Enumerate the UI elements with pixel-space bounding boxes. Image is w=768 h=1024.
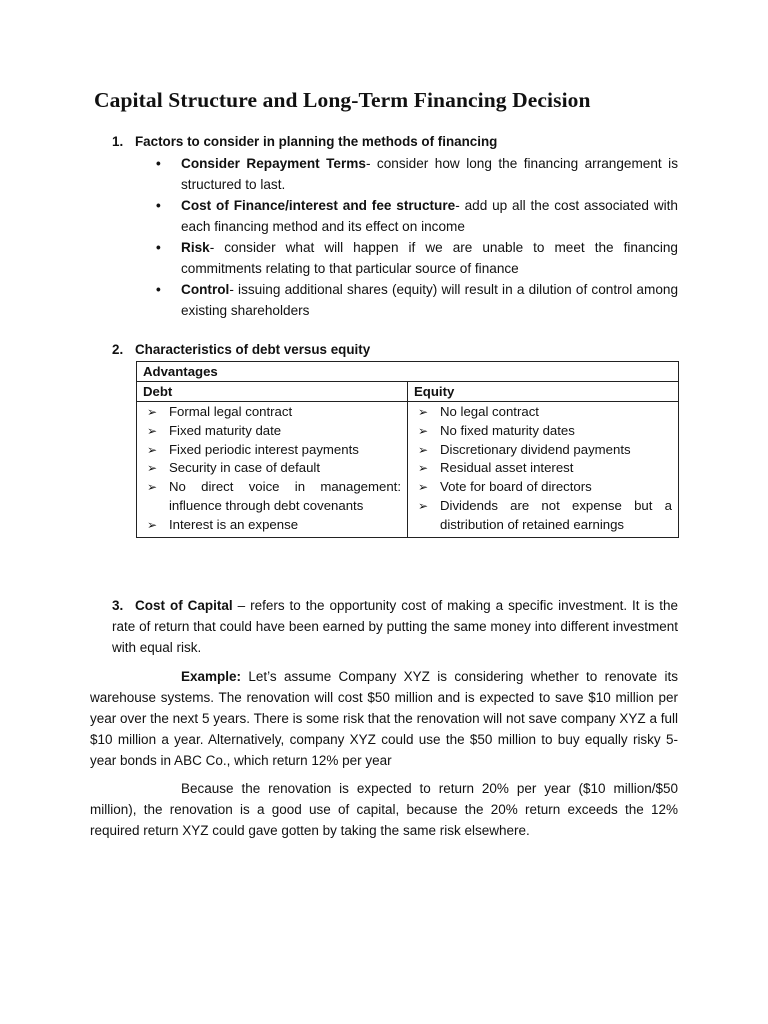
bullet-text: - issuing additional shares (equity) will result in a dilution of control among existing shareholders: [181, 282, 678, 318]
document-title: Capital Structure and Long-Term Financing Decision: [94, 88, 591, 112]
list-item: [414, 422, 672, 441]
bullet-term: Consider Repayment Terms: [181, 156, 366, 171]
example-text: Let’s assume Company XYZ is considering whether to renovate its warehouse systems. The renovation will cost $50 million and is expected to save $10 million per year over the next 5 years. There is some risk that the renovation will not save company XYZ a full $10 million a year. Alternatively, company XYZ could use the $50 million to buy equally risky 5-year bonds in ABC Co., which return 12% per year: [90, 669, 678, 768]
bullet-text: - consider how long the financing arrangement is structured to last.: [181, 156, 678, 192]
bullet-icon: •: [156, 156, 161, 171]
section-3-definition: [112, 595, 678, 658]
example-paragraph: [90, 666, 678, 771]
section-2-title: Characteristics of debt versus equity: [135, 342, 371, 357]
debt-item-text: Fixed periodic interest payments: [169, 441, 359, 457]
example-label: Example:: [181, 669, 242, 684]
list-item: [143, 403, 401, 422]
bullet-term: Risk: [181, 240, 210, 255]
column-header-equity: Equity: [408, 382, 679, 402]
list-item: [414, 497, 672, 535]
bullet-icon: •: [156, 240, 161, 255]
list-item: [414, 441, 672, 460]
debt-item-text: No direct voice in management: influence through debt covenants: [169, 479, 401, 513]
table-caption: Advantages: [137, 362, 679, 382]
list-item: [156, 195, 678, 237]
list-item: [143, 422, 401, 441]
debt-equity-table: [136, 361, 679, 538]
arrow-icon: ➢: [418, 461, 429, 476]
section-2-heading: [112, 342, 370, 357]
section-1-heading: [112, 134, 497, 149]
debt-cell: [137, 402, 408, 538]
bullet-icon: •: [156, 282, 161, 297]
bullet-term: Control: [181, 282, 230, 297]
arrow-icon: ➢: [418, 498, 429, 513]
section-1-number: 1.: [112, 134, 124, 149]
section-2-number: 2.: [112, 342, 124, 357]
list-item: [414, 478, 672, 497]
bullet-term: Cost of Finance/interest and fee structure: [181, 198, 456, 213]
column-header-debt: Debt: [137, 382, 408, 402]
arrow-icon: ➢: [418, 405, 429, 419]
arrow-icon: ➢: [147, 517, 158, 532]
list-item: [143, 478, 401, 516]
cost-of-capital-term: Cost of Capital: [135, 598, 233, 613]
bullet-text: - add up all the cost associated with each financing method and its effect on income: [181, 198, 678, 234]
debt-item-text: Interest is an expense: [169, 516, 299, 532]
arrow-icon: ➢: [147, 480, 158, 495]
debt-item-text: Fixed maturity date: [169, 422, 282, 438]
section-3-number: 3.: [112, 598, 124, 613]
arrow-icon: ➢: [418, 442, 429, 457]
equity-list: [414, 403, 672, 535]
bullet-text: - consider what will happen if we are unable to meet the financing commitments relating to that particular source of finance: [181, 240, 678, 276]
list-item: [143, 441, 401, 460]
factors-list: [156, 153, 678, 321]
list-item: [414, 459, 672, 478]
list-item: [156, 153, 678, 195]
equity-item-text: No legal contract: [440, 404, 539, 419]
arrow-icon: ➢: [147, 461, 158, 476]
list-item: [143, 516, 401, 535]
list-item: [156, 279, 678, 321]
bullet-icon: •: [156, 198, 161, 213]
arrow-icon: ➢: [418, 480, 429, 495]
debt-list: [143, 403, 401, 535]
list-item: [156, 237, 678, 279]
section-1-title: Factors to consider in planning the methods of financing: [135, 134, 498, 149]
debt-item-text: Formal legal contract: [169, 404, 293, 419]
equity-item-text: No fixed maturity dates: [440, 422, 575, 438]
equity-item-text: Dividends are not expense but a distribution of retained earnings: [440, 497, 672, 532]
arrow-icon: ➢: [418, 423, 429, 438]
list-item: [143, 459, 401, 478]
equity-item-text: Residual asset interest: [440, 460, 574, 476]
arrow-icon: ➢: [147, 405, 158, 419]
equity-item-text: Discretionary dividend payments: [440, 441, 631, 457]
equity-item-text: Vote for board of directors: [440, 479, 592, 495]
arrow-icon: ➢: [147, 442, 158, 457]
conclusion-paragraph: Because the renovation is expected to return 20% per year ($10 million/$50 million), the renovation is a good use of capital, because the 20% return exceeds the 12% required return XYZ could gave gotten by taking the same risk elsewhere.: [90, 781, 678, 838]
equity-cell: [408, 402, 679, 538]
debt-item-text: Security in case of default: [169, 460, 321, 476]
cost-of-capital-definition: – refers to the opportunity cost of making a specific investment. It is the rate of return that could have been earned by putting the same money into different investment with equal risk.: [112, 598, 678, 655]
arrow-icon: ➢: [147, 423, 158, 438]
list-item: [414, 403, 672, 422]
